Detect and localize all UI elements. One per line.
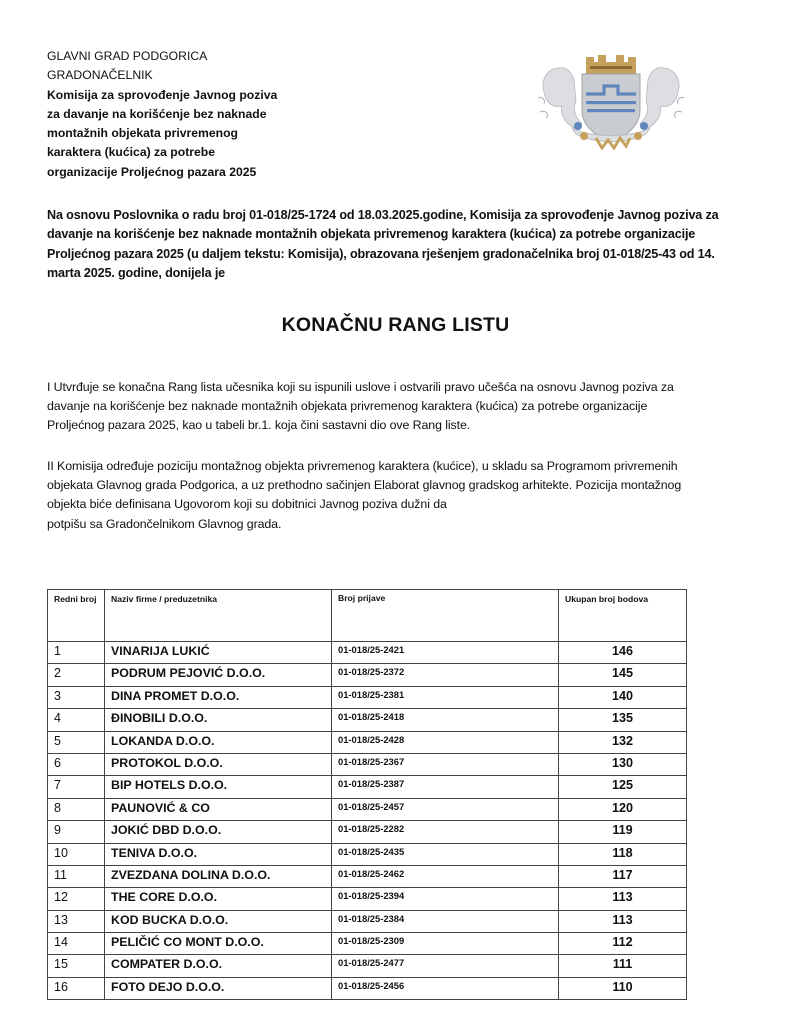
application-number-cell: 01-018/25-2428 (332, 731, 559, 753)
intro-line: Proljećnog pazara 2025 (u daljem tekstu: Komisija), obrazovana rješenjem gradonačelnika broj 01-018/25-43 od 14. (47, 246, 715, 261)
company-name-cell: FOTO DEJO D.O.O. (105, 977, 332, 999)
company-name-cell: ĐINOBILI D.O.O. (105, 709, 332, 731)
company-name-cell: LOKANDA D.O.O. (105, 731, 332, 753)
table-row (48, 642, 687, 664)
application-number-cell: 01-018/25-2282 (332, 821, 559, 843)
points-cell: 111 (559, 955, 687, 977)
application-number-cell: 01-018/25-2394 (332, 888, 559, 910)
rank-cell: 5 (48, 731, 105, 753)
column-header-company: Naziv firme / preduzetnika (105, 590, 332, 642)
rank-cell: 6 (48, 753, 105, 775)
points-cell: 113 (559, 910, 687, 932)
points-cell: 118 (559, 843, 687, 865)
company-name-cell: DINA PROMET D.O.O. (105, 686, 332, 708)
company-name-cell: PROTOKOL D.O.O. (105, 753, 332, 775)
points-cell: 119 (559, 821, 687, 843)
rank-cell: 12 (48, 888, 105, 910)
points-cell: 120 (559, 798, 687, 820)
commission-line: montažnih objekata privremenog (47, 126, 238, 141)
paragraph-line: objekta biće definisana Ugovorom koji su dobitnici Javnog poziva dužni da (47, 497, 447, 512)
points-cell: 110 (559, 977, 687, 999)
rank-cell: 8 (48, 798, 105, 820)
points-cell: 132 (559, 731, 687, 753)
table-row (48, 731, 687, 753)
points-cell: 140 (559, 686, 687, 708)
table-row (48, 753, 687, 775)
intro-line: marta 2025. godine, donijela je (47, 266, 226, 281)
points-cell: 112 (559, 933, 687, 955)
ranking-table (47, 589, 687, 1000)
table-row (48, 865, 687, 887)
commission-line: Komisija za sprovođenje Javnog poziva (47, 87, 278, 102)
application-number-cell: 01-018/25-2381 (332, 686, 559, 708)
points-cell: 145 (559, 664, 687, 686)
rank-cell: 2 (48, 664, 105, 686)
institution-name: GLAVNI GRAD PODGORICA (47, 49, 208, 63)
application-number-cell: 01-018/25-2367 (332, 753, 559, 775)
paragraph-line: Proljećnog pazara 2025, kao u tabeli br.1. koja čini sastavni dio ove Rang liste. (47, 418, 471, 433)
column-header-application: Broj prijave (332, 590, 559, 642)
company-name-cell: PELIČIĆ CO MONT D.O.O. (105, 933, 332, 955)
rank-cell: 1 (48, 642, 105, 664)
rank-cell: 9 (48, 821, 105, 843)
table-row (48, 664, 687, 686)
rank-cell: 7 (48, 776, 105, 798)
points-cell: 146 (559, 642, 687, 664)
paragraph-line: I Utvrđuje se konačna Rang lista učesnika koji su ispunili uslove i ostvarili pravo učešća na osnovu Javnog poziva za (47, 380, 674, 394)
rank-cell: 10 (48, 843, 105, 865)
company-name-cell: PAUNOVIĆ & CO (105, 798, 332, 820)
table-row (48, 821, 687, 843)
rank-cell: 3 (48, 686, 105, 708)
commission-line: karaktera (kućica) za potrebe (47, 145, 215, 160)
company-name-cell: COMPATER D.O.O. (105, 955, 332, 977)
company-name-cell: BIP HOTELS D.O.O. (105, 776, 332, 798)
table-row (48, 933, 687, 955)
points-cell: 117 (559, 865, 687, 887)
company-name-cell: TENIVA D.O.O. (105, 843, 332, 865)
table-row (48, 955, 687, 977)
rank-cell: 4 (48, 709, 105, 731)
rank-cell: 15 (48, 955, 105, 977)
coat-of-arms-icon (536, 52, 686, 152)
commission-line: za davanje na korišćenje bez naknade (47, 106, 267, 121)
paragraph-line: II Komisija određuje poziciju montažnog objekta privremenog karaktera (kućice), u skladu sa Programom privremenih (47, 459, 678, 473)
company-name-cell: KOD BUCKA D.O.O. (105, 910, 332, 932)
table-row (48, 843, 687, 865)
application-number-cell: 01-018/25-2421 (332, 642, 559, 664)
application-number-cell: 01-018/25-2477 (332, 955, 559, 977)
application-number-cell: 01-018/25-2418 (332, 709, 559, 731)
application-number-cell: 01-018/25-2384 (332, 910, 559, 932)
intro-line: davanje na korišćenje bez naknade montažnih objekata privremenog karaktera (kućica) za potrebe organizacije (47, 227, 696, 242)
company-name-cell: ZVEZDANA DOLINA D.O.O. (105, 865, 332, 887)
page-title: KONAČNU RANG LISTU (281, 314, 510, 336)
company-name-cell: JOKIĆ DBD D.O.O. (105, 821, 332, 843)
table-row (48, 888, 687, 910)
column-header-rank: Redni broj (48, 590, 105, 642)
paragraph-one (47, 378, 747, 436)
intro-paragraph (47, 206, 747, 284)
table-row (48, 776, 687, 798)
application-number-cell: 01-018/25-2456 (332, 977, 559, 999)
column-header-points: Ukupan broj bodova (559, 590, 687, 642)
points-cell: 130 (559, 753, 687, 775)
points-cell: 135 (559, 709, 687, 731)
paragraph-line: potpišu sa Gradončelnikom Glavnog grada. (47, 516, 282, 531)
rank-cell: 13 (48, 910, 105, 932)
table-row (48, 709, 687, 731)
rank-cell: 16 (48, 977, 105, 999)
points-cell: 125 (559, 776, 687, 798)
document-header (47, 47, 377, 182)
points-cell: 113 (559, 888, 687, 910)
paragraph-line: objekata Glavnog grada Podgorica, a uz prethodno sačinjen Elaborat glavnog gradskog arhitekte. Pozicija montažnog (47, 478, 682, 493)
rank-cell: 11 (48, 865, 105, 887)
application-number-cell: 01-018/25-2457 (332, 798, 559, 820)
application-number-cell: 01-018/25-2462 (332, 865, 559, 887)
table-row (48, 686, 687, 708)
company-name-cell: VINARIJA LUKIĆ (105, 642, 332, 664)
application-number-cell: 01-018/25-2387 (332, 776, 559, 798)
application-number-cell: 01-018/25-2309 (332, 933, 559, 955)
table-row (48, 910, 687, 932)
application-number-cell: 01-018/25-2372 (332, 664, 559, 686)
company-name-cell: PODRUM PEJOVIĆ D.O.O. (105, 664, 332, 686)
table-body (48, 642, 687, 1000)
company-name-cell: THE CORE D.O.O. (105, 888, 332, 910)
table-header-row (48, 590, 687, 642)
commission-line: organizacije Proljećnog pazara 2025 (47, 164, 257, 179)
table-row (48, 798, 687, 820)
paragraph-two (47, 457, 747, 534)
intro-line: Na osnovu Poslovnika o radu broj 01-018/25-1724 od 18.03.2025.godine, Komisija za sprovođenje Javnog poziva za (47, 208, 719, 222)
application-number-cell: 01-018/25-2435 (332, 843, 559, 865)
rank-cell: 14 (48, 933, 105, 955)
paragraph-line: davanje na korišćenje bez naknade montažnih objekata privremenog karaktera (kućica) za potrebe organizacije (47, 399, 648, 414)
table-row (48, 977, 687, 999)
office-name: GRADONAČELNIK (47, 68, 153, 83)
